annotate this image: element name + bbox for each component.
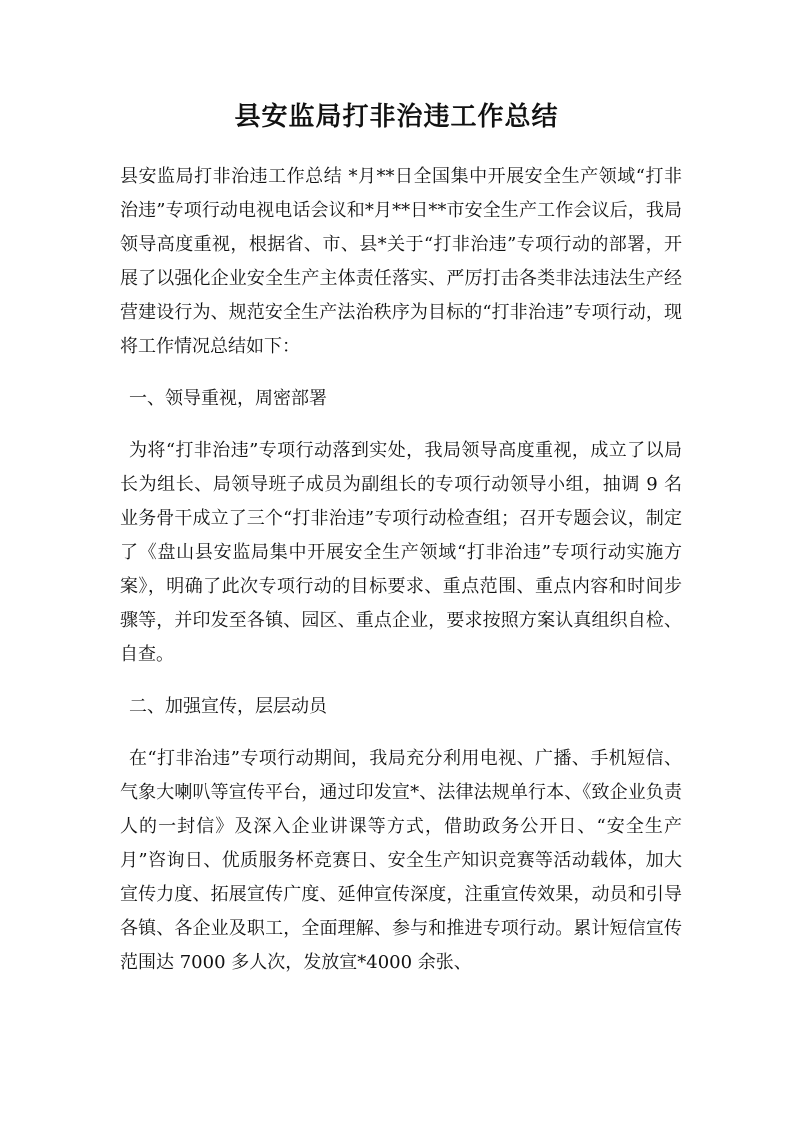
section-2-heading: 二、加强宣传，层层动员 (129, 696, 327, 717)
document-body (120, 160, 682, 998)
section-1-paragraph: 为将“打非治违”专项行动落到实处，我局领导高度重视，成立了以局长为组长、局领导班子成员为副组长的专项行动领导小组，抽调 9 名业务骨干成立了三个“打非治违”专项行动检查组；召开专题会议，制定了《盘山县安监局集中开展安全生产领域“打非治违”专项行动实施方案》，明确了此次专项行动的目标要求、重点范围、重点内容和时间步骤等，并印发至各镇、园区、重点企业，要求按照方案认真组织自检、自查。 (120, 440, 682, 665)
document-title: 县安监局打非治违工作总结 (234, 102, 559, 132)
section-1-heading: 一、领导重视，周密部署 (129, 388, 327, 409)
intro-paragraph: 县安监局打非治违工作总结 *月**日全国集中开展安全生产领域“打非治违”专项行动电视电话会议和*月**日**市安全生产工作会议后，我局领导高度重视，根据省、市、县*关于“打非治违”专项行动的部署，开展了以强化企业安全生产主体责任落实、严厉打击各类非法违法生产经营建设行为、规范安全生产法治秩序为目标的“打非治违”专项行动，现将工作情况总结如下： (120, 166, 682, 357)
section-2-paragraph: 在“打非治违”专项行动期间，我局充分利用电视、广播、手机短信、气象大喇叭等宣传平台，通过印发宣*、法律法规单行本、《致企业负责人的一封信》及深入企业讲课等方式，借助政务公开日、“安全生产月”咨询日、优质服务杯竞赛日、安全生产知识竞赛等活动载体，加大宣传力度、拓展宣传广度、延伸宣传深度，注重宣传效果，动员和引导各镇、各企业及职工，全面理解、参与和推进专项行动。累计短信宣传范围达 7000 多人次，发放宣*4000 余张、 (120, 748, 682, 973)
